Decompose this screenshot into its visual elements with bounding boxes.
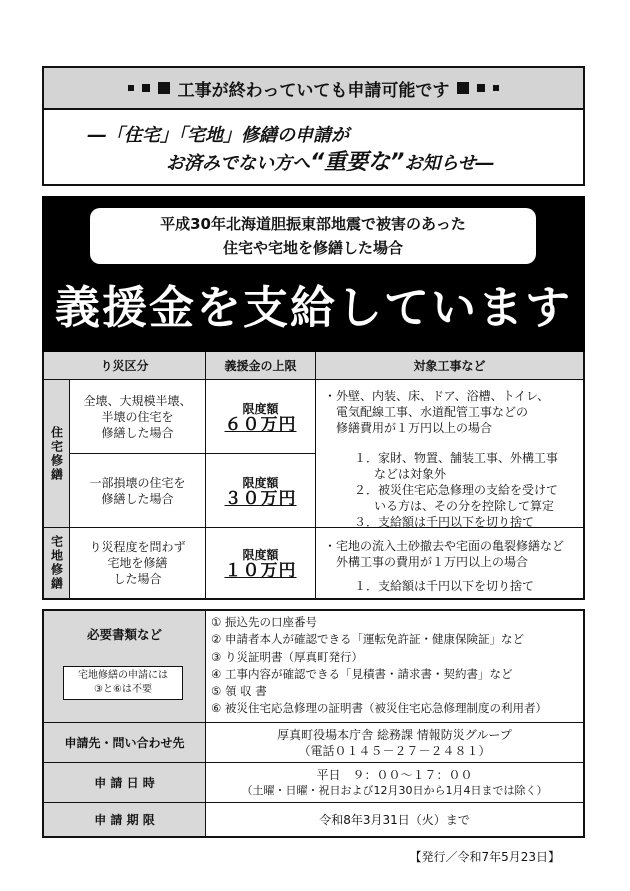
square-icon bbox=[457, 82, 469, 94]
housing-work-details: ・外壁、内装、床、ドア、浴槽、トイレ、 電気配線工事、水道配管工事などの 修繕費用が１万円以上の場合 １．家財、物置、舗装工事、外構工事 などは対象外 ２．被災住宅応急修理の支給を受けて いる方は、その分を控除して算定 ３．支給額は千円以下を切り捨て bbox=[316, 380, 583, 528]
list-item: ② 申請者本人が確認できる「運転免許証・健康保険証」など bbox=[211, 632, 524, 647]
limit-amount: ３０万円 bbox=[224, 488, 297, 509]
banner-title: 義援金を支給しています bbox=[54, 281, 572, 334]
square-icon bbox=[142, 84, 150, 92]
lead-line-2: お済みでない方へ“重要な”お知らせ― bbox=[166, 150, 494, 175]
important-emphasis: “重要な” bbox=[310, 150, 405, 175]
col-header-work: 対象工事など bbox=[316, 352, 583, 380]
square-icon bbox=[477, 84, 485, 92]
docs-label-cell bbox=[44, 611, 206, 723]
lead-line-1: ―「住宅」「宅地」修繕の申請が bbox=[88, 125, 349, 146]
square-icon bbox=[158, 82, 170, 94]
list-item: ⑤ 領 収 書 bbox=[211, 684, 267, 699]
banner-subtitle: 平成30年北海道胆振東部地震で被害のあった 住宅や宅地を修繕した場合 bbox=[90, 208, 536, 264]
hours-info: 平日 ９：００～１７：００ （土曜・日曜・祝日および12月30日から1月4日までは除く） bbox=[206, 763, 583, 803]
category-row-3: り災程度を問わず 宅地を修繕 した場合 bbox=[70, 528, 206, 598]
headline-bar bbox=[44, 68, 583, 110]
contact-label: 申請先・問い合わせ先 bbox=[44, 723, 206, 763]
limit-amount: １０万円 bbox=[224, 561, 297, 581]
list-item: ④ 工事内容が確認できる「見積書・請求書・契約書」など bbox=[211, 666, 513, 681]
limit-amount: ６０万円 bbox=[224, 414, 297, 435]
application-info-table bbox=[42, 609, 585, 838]
category-row-2: 一部損壊の住宅を 修繕した場合 bbox=[70, 454, 206, 528]
support-table bbox=[42, 352, 585, 600]
lead-text bbox=[44, 110, 583, 177]
headline: 工事が終わっていても申請可能です bbox=[177, 80, 450, 101]
deadline-label: 申 請 期 限 bbox=[44, 803, 206, 836]
col-header-limit: 義援金の上限 bbox=[206, 352, 316, 380]
limit-row-1: 限度額 ６０万円 bbox=[206, 380, 316, 454]
hours-label: 申 請 日 時 bbox=[44, 763, 206, 803]
title-banner bbox=[42, 196, 585, 352]
docs-note: 宅地修繕の申請には ③と⑥は不要 bbox=[63, 666, 183, 700]
contact-info: 厚真町役場本庁舎 総務課 情報防災グループ （電話０１４５－２７－２４８１） bbox=[206, 723, 583, 763]
col-header-category: り災区分 bbox=[44, 352, 206, 380]
deadline-value: 令和8年3月31日（火）まで bbox=[319, 812, 470, 827]
group-housing: 住宅修繕 bbox=[44, 380, 70, 528]
list-item: ① 振込先の口座番号 bbox=[211, 615, 317, 629]
limit-row-2: 限度額 ３０万円 bbox=[206, 454, 316, 528]
category-row-1: 全壊、大規模半壊、 半壊の住宅を 修繕した場合 bbox=[70, 380, 206, 454]
issue-date: 【発行／令和7年5月23日】 bbox=[409, 850, 560, 864]
square-icon bbox=[128, 85, 134, 91]
docs-list bbox=[206, 611, 583, 723]
list-item: ⑥ 被災住宅応急修理の証明書（被災住宅応急修理制度の利用者） bbox=[211, 701, 547, 716]
docs-label: 必要書類など bbox=[86, 627, 162, 642]
group-land: 宅地修繕 bbox=[44, 528, 70, 598]
square-icon bbox=[493, 85, 499, 91]
notice-header bbox=[42, 66, 585, 186]
list-item: ③ り災証明書（厚真町発行） bbox=[211, 649, 363, 664]
limit-row-3: 限度額 １０万円 bbox=[206, 528, 316, 598]
land-work-details: ・宅地の流入土砂撤去や宅面の亀裂修繕など 外構工事の費用が１万円以上の場合 １．支給額は千円以下を切り捨て bbox=[324, 539, 565, 593]
